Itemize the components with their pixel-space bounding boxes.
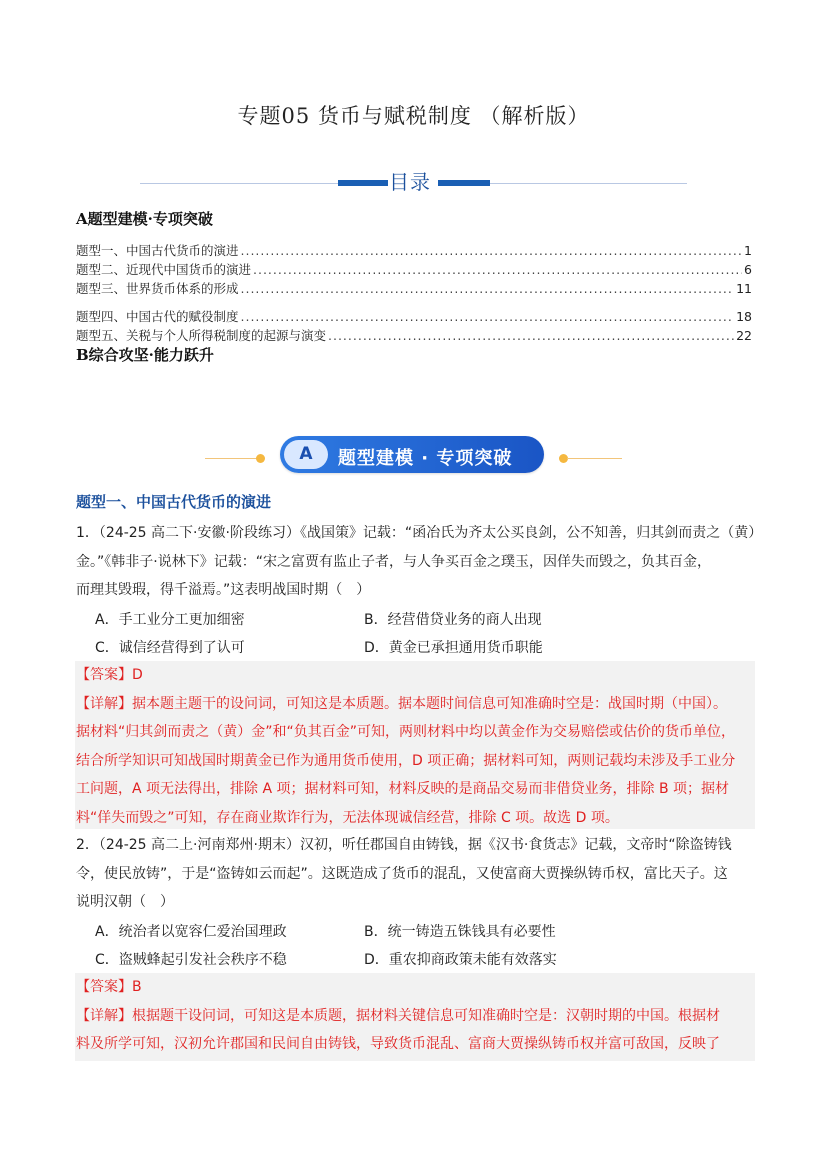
toc-divider-left <box>140 183 340 184</box>
toc-item[interactable]: 题型四、中国古代的赋役制度 ..... 18 <box>76 307 752 324</box>
question-1-option-b[interactable]: B．经营借贷业务的商人出现 <box>364 612 542 628</box>
question-1-option-d[interactable]: D．黄金已承担通用货币职能 <box>364 640 543 656</box>
question-1-option-a[interactable]: A．手工业分工更加细密 <box>95 612 245 628</box>
toc-heading: 目录 <box>389 170 431 194</box>
banner-letter: A <box>284 440 328 469</box>
question-2-stem: 2．（24-25 高二上·河南郑州·期末）汉初，听任郡国自由铸钱，据《汉书·食货志》记载，文帝时“除盗铸钱 令，使民放铸”，于是“盗铸如云而起”。这既造成了货币的混乱，又使富商大贾操纵铸币权，富比天子。这 说明汉朝（ ） <box>76 837 732 910</box>
toc-bar-left <box>338 180 388 186</box>
question-2-option-b[interactable]: B．统一铸造五铢钱具有必要性 <box>364 924 556 940</box>
toc-section-b: B综合攻坚·能力跃升 <box>76 346 214 364</box>
section-title: 题型一、中国古代货币的演进 <box>76 493 272 511</box>
question-2-answer: 【答案】B 【详解】根据题干设问词，可知这是本质题，据材料关键信息可知准确时空是：汉朝时期的中国。根据材 料及所学可知，汉初允许郡国和民间自由铸钱，导致货币混乱、富商大贾操纵铸币权并富可敌国，反映了 <box>76 979 720 1052</box>
toc-bar-right <box>438 180 490 186</box>
question-2-option-a[interactable]: A．统治者以宽容仁爱治国理政 <box>95 924 287 940</box>
banner-line-left <box>205 458 260 459</box>
banner-line-right <box>567 458 622 459</box>
question-1-option-c[interactable]: C．诚信经营得到了认可 <box>95 640 245 656</box>
question-1-answer: 【答案】D 【详解】据本题主题干的设问词，可知这是本质题。据本题时间信息可知准确时空是：战国时期（中国）。 据材料“归其剑而责之（黄）金”和“负其百金”可知，两则材料中均以黄金作为交易赔偿或估价的货币单位， 结合所学知识可知战国时期黄金已作为通用货币使用，D 项正确；据材料可知，两则记载均未涉及手工业分 工问题，A 项无法得出，排除 A 项；据材料可知，材料反映的是商品交易而非借贷业务，排除 B 项；据材 料“佯失而毁之”可知，存在商业欺诈行为，无法体现诚信经营，排除 C 项。故选 D 项。 <box>76 667 736 826</box>
question-2-option-c[interactable]: C．盗贼蜂起引发社会秩序不稳 <box>95 952 287 968</box>
question-2-option-d[interactable]: D．重农抑商政策未能有效落实 <box>364 952 557 968</box>
toc-item[interactable]: 题型二、近现代中国货币的演进 ..... 6 <box>76 260 752 277</box>
toc-divider-right <box>490 183 687 184</box>
toc-item[interactable]: 题型一、中国古代货币的演进 ..... 1 <box>76 241 752 258</box>
question-1-stem: 1．（24-25 高二下·安徽·阶段练习）《战国策》记载：“函冶氏为齐太公买良剑，公不知善，归其剑而责之（黄） 金。”《韩非子·说林下》记载：“宋之富贾有监止子者，与人争买百金之璞玉，因佯失而毁之，负其百金， 而理其毁瑕，得千溢焉。”这表明战国时期（ ） <box>76 525 763 598</box>
banner-dot-left <box>256 454 265 463</box>
toc-item[interactable]: 题型五、关税与个人所得税制度的起源与演变 ..... 22 <box>76 326 752 343</box>
toc-section-a: A题型建模·专项突破 <box>76 210 213 228</box>
banner-text: 题型建模 · 专项突破 <box>338 448 513 469</box>
page-title: 专题05 货币与赋税制度 （解析版） <box>237 104 590 128</box>
toc-item[interactable]: 题型三、世界货币体系的形成 ..... 11 <box>76 279 752 296</box>
